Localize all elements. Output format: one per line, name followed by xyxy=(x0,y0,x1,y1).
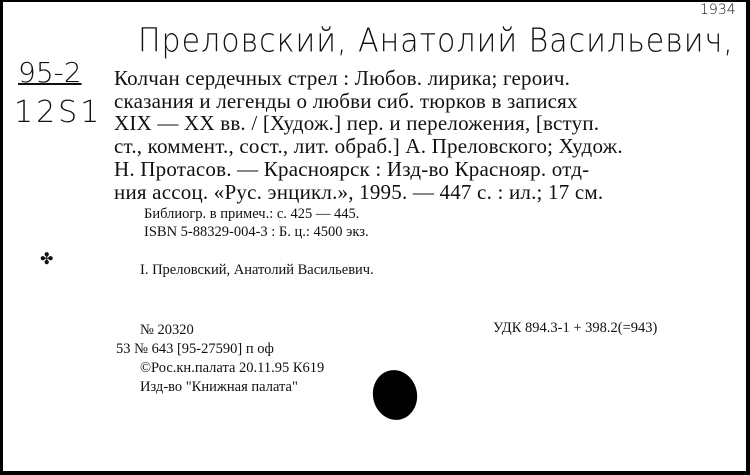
udk-classification: УДК 894.3-1 + 398.2(=943) xyxy=(493,320,658,336)
punch-hole-stamp xyxy=(368,366,421,424)
entry-line-2: сказания и легенды о любви сиб. тюрков в записях xyxy=(114,89,578,113)
bibliography-note: Библиогр. в примеч.: с. 425 — 445. xyxy=(144,206,360,222)
tracing-line: I. Преловский, Анатолий Васильевич. xyxy=(140,262,374,278)
card-edge-left xyxy=(0,0,3,475)
record-number: № 20320 xyxy=(140,322,194,338)
entry-line-1: Колчан сердечных стрел : Любов. лирика; героич. xyxy=(114,66,571,90)
publisher-line: Изд-во "Книжная палата" xyxy=(140,379,298,395)
ink-mark-icon: ✤ xyxy=(40,249,54,268)
entry-line-3: XIX — XX вв. / [Худож.] пер. и переложения, [вступ. xyxy=(114,111,600,135)
book-chamber-line: ©Рос.кн.палата 20.11.95 К619 xyxy=(140,360,325,376)
card-number: 53 № 643 [95-27590] п оф xyxy=(116,341,274,357)
handwritten-call-number-top: 95-2 xyxy=(18,56,82,89)
entry-line-6: ния ассоц. «Рус. энцикл.», 1995. — 447 с. : ил.; 17 см. xyxy=(114,180,604,204)
handwritten-author-name: Преловский, Анатолий Васильевич, xyxy=(138,22,734,61)
handwritten-call-number-bottom: 12S1 xyxy=(14,95,103,130)
card-edge-bottom xyxy=(0,471,750,475)
isbn-line: ISBN 5-88329-004-3 : Б. ц.: 4500 экз. xyxy=(144,224,369,240)
card-edge-top xyxy=(0,0,750,2)
entry-line-4: ст., коммент., сост., лит. обраб.] А. Преловского; Худож. xyxy=(114,134,623,158)
handwritten-year: 1934 xyxy=(700,2,736,18)
card-edge-right xyxy=(746,0,750,475)
entry-line-5: Н. Протасов. — Красноярск : Изд-во Краснояр. отд- xyxy=(114,157,590,181)
